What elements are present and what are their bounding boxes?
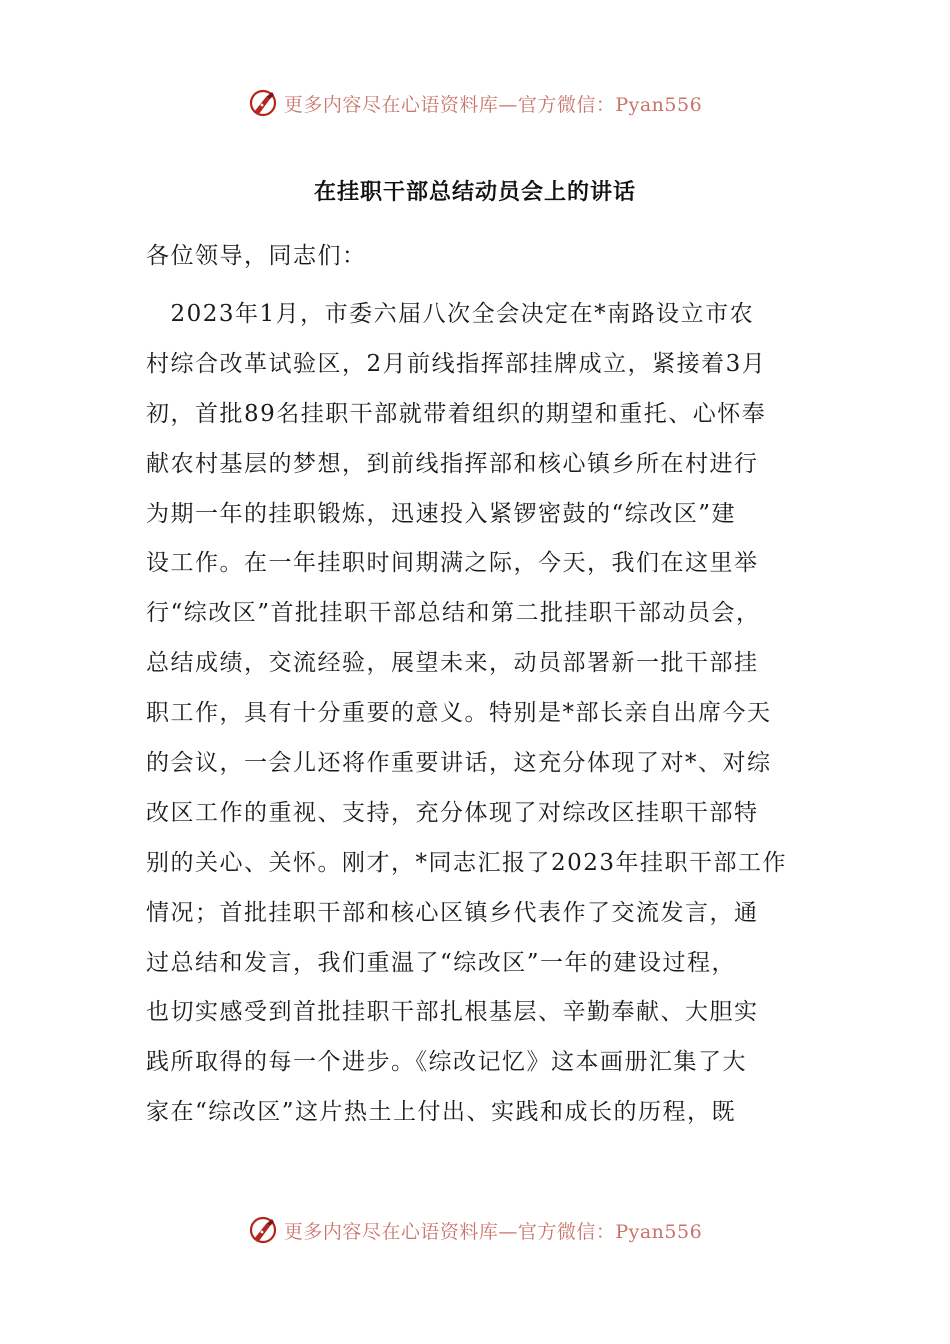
salutation: 各位领导，同志们： bbox=[146, 243, 367, 269]
body-line: 也切实感受到首批挂职干部扎根基层、辛勤奉献、大胆实 bbox=[146, 999, 759, 1026]
body-line: 别的关心、关怀。刚才，*同志汇报了2023年挂职干部工作 bbox=[146, 849, 788, 876]
body-line: 过总结和发言，我们重温了“综改区”一年的建设过程， bbox=[146, 949, 737, 976]
body-line: 践所取得的每一个进步。《综改记忆》这本画册汇集了大 bbox=[146, 1049, 747, 1076]
body-text bbox=[146, 292, 816, 1140]
body-line: 的会议，一会儿还将作重要讲话，这充分体现了对*、对综 bbox=[146, 750, 772, 777]
body-line: 2023年1月，市委六届八次全会决定在*南路设立市农 bbox=[146, 301, 755, 327]
footer-watermark bbox=[0, 1212, 950, 1248]
pen-nib-circle-icon bbox=[248, 88, 278, 118]
header-watermark bbox=[0, 85, 950, 121]
body-line: 设工作。在一年挂职时间期满之际，今天，我们在这里举 bbox=[146, 550, 759, 577]
document-title: 在挂职干部总结动员会上的讲话 bbox=[313, 180, 636, 205]
body-line: 献农村基层的梦想，到前线指挥部和核心镇乡所在村进行 bbox=[146, 450, 759, 477]
body-line: 总结成绩，交流经验，展望未来，动员部署新一批干部挂 bbox=[146, 650, 759, 677]
watermark-text: 更多内容尽在心语资料库—官方微信：Pyan556 bbox=[283, 1220, 703, 1243]
body-line: 村综合改革试验区，2月前线指挥部挂牌成立，紧接着3月 bbox=[146, 350, 767, 377]
watermark-text: 更多内容尽在心语资料库—官方微信：Pyan556 bbox=[283, 93, 703, 116]
body-line: 职工作，具有十分重要的意义。特别是*部长亲自出席今天 bbox=[146, 700, 772, 727]
body-line: 为期一年的挂职锻炼，迅速投入紧锣密鼓的“综改区”建 bbox=[146, 500, 737, 527]
body-line: 改区工作的重视、支持，充分体现了对综改区挂职干部特 bbox=[146, 799, 759, 826]
body-line: 初，首批89名挂职干部就带着组织的期望和重托、心怀奉 bbox=[146, 400, 767, 427]
body-line: 家在“综改区”这片热土上付出、实践和成长的历程，既 bbox=[146, 1099, 737, 1126]
body-line: 情况；首批挂职干部和核心区镇乡代表作了交流发言，通 bbox=[146, 899, 759, 926]
pen-nib-circle-icon bbox=[248, 1215, 278, 1245]
body-line: 行“综改区”首批挂职干部总结和第二批挂职干部动员会， bbox=[146, 600, 761, 627]
